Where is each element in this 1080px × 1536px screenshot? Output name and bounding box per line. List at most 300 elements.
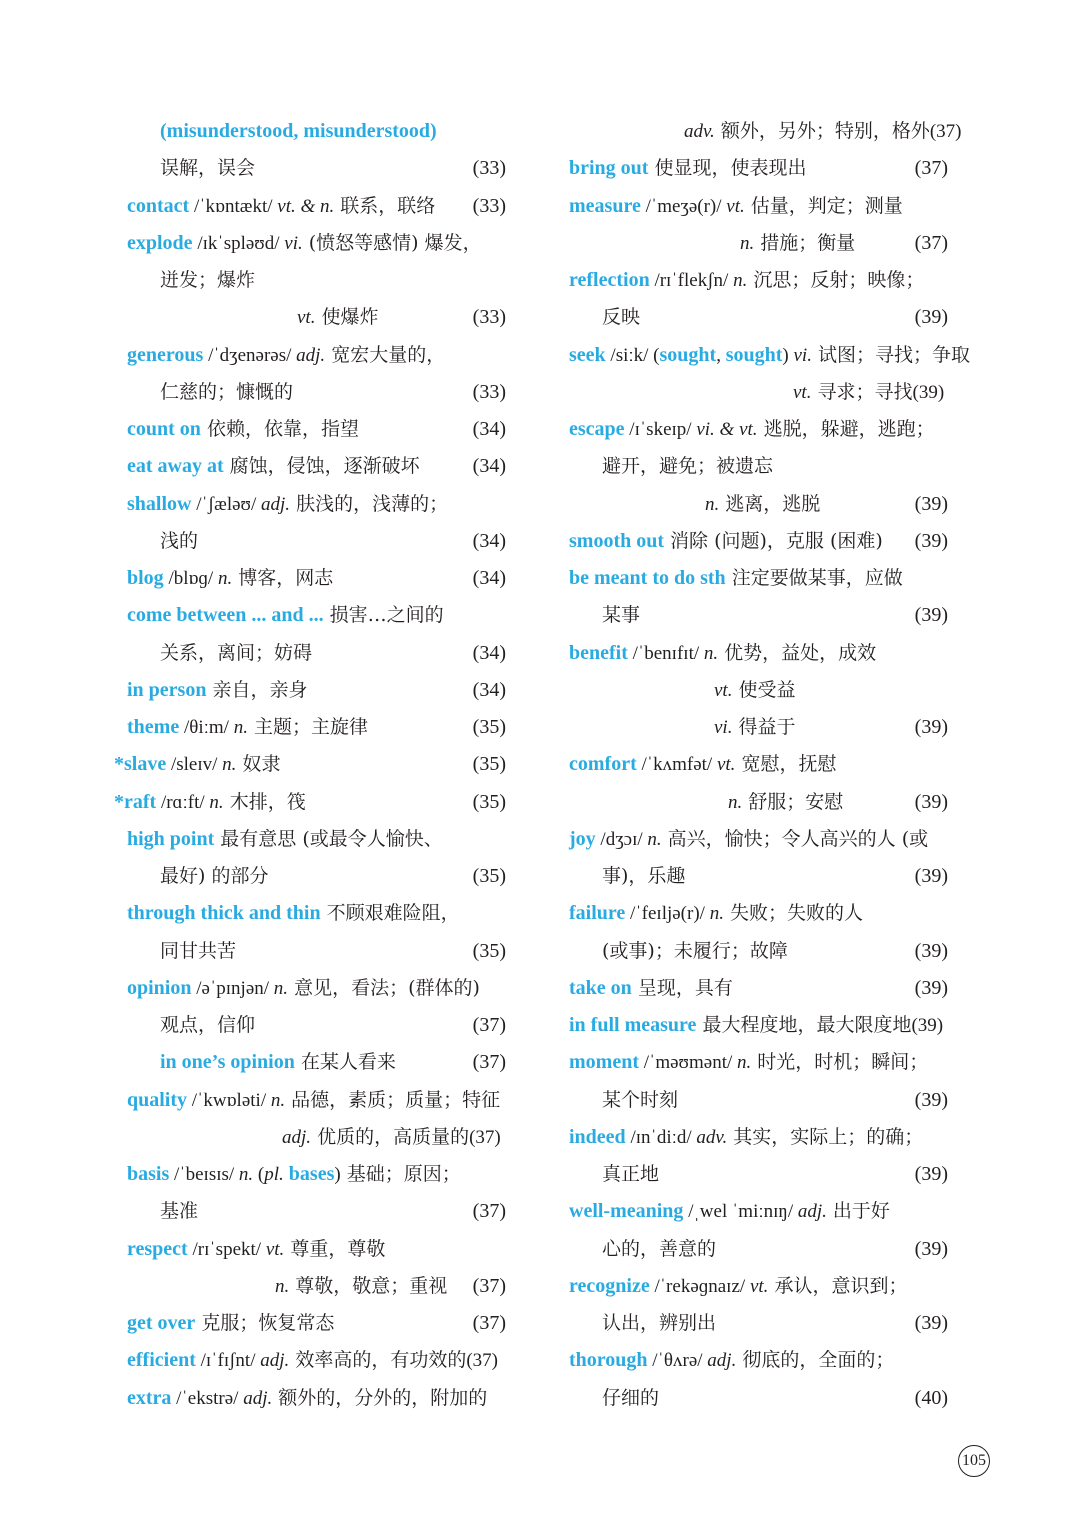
entry-line — [127, 1380, 506, 1417]
definition: 最大程度地，最大限度地 — [696, 1014, 912, 1036]
phonetic: /ˈkʌmfət/ — [636, 754, 717, 776]
page-number: 105 — [958, 1445, 990, 1477]
entry-text — [114, 753, 338, 775]
lesson-page-ref: (39) — [914, 939, 948, 962]
lesson-page-ref: (33) — [472, 157, 506, 180]
definition: 寻求；寻找 — [811, 380, 913, 403]
entry-line — [127, 709, 506, 746]
entry-text — [127, 902, 460, 924]
entry-line — [569, 188, 948, 225]
part-of-speech: vi. & vt. — [696, 419, 758, 440]
headword: indeed — [569, 1125, 626, 1148]
phonetic: /ˈmeʒə(r)/ — [640, 195, 727, 217]
entry-line — [127, 821, 506, 858]
lesson-page-ref: (35) — [472, 753, 506, 776]
entry-line — [160, 113, 506, 150]
entry-text — [114, 791, 364, 813]
headword: benefit — [569, 641, 628, 664]
entry-text — [569, 195, 903, 217]
entry-line — [114, 784, 506, 821]
lesson-page-ref: (39) — [914, 604, 948, 627]
entry-text — [602, 1238, 774, 1260]
lesson-page-ref: (39) — [911, 1015, 944, 1036]
headword: high point — [127, 827, 215, 850]
lesson-page-ref: (34) — [472, 567, 506, 589]
lesson-page-ref: (37) — [472, 1200, 506, 1223]
entry-text — [127, 418, 417, 440]
phonetic: /ˈkɒntækt/ — [189, 195, 278, 217]
phonetic: /ˈdʒenərəs/ — [203, 344, 297, 366]
definition: 额外的，分外的，附加的 — [272, 1386, 488, 1409]
lesson-page-ref: (35) — [472, 865, 506, 887]
definition: 木排，筏 — [223, 790, 306, 813]
entry-line — [602, 858, 948, 895]
headword: take on — [569, 976, 632, 999]
headword: bases — [283, 1163, 335, 1185]
lesson-page-ref: (37) — [914, 157, 948, 180]
definition: 肤浅的，浅薄的； — [290, 492, 449, 515]
part-of-speech: n. — [238, 1164, 254, 1185]
definition: 误解，误会 — [160, 157, 256, 180]
definition: 某个时刻 — [602, 1088, 679, 1111]
part-of-speech: vt. & n. — [277, 195, 335, 217]
part-of-speech: vt. — [749, 1275, 769, 1297]
entry-text — [160, 642, 370, 664]
entry-text — [160, 269, 255, 291]
part-of-speech: adv. — [696, 1126, 728, 1148]
entry-text — [160, 940, 294, 962]
headword: smooth out — [569, 529, 665, 552]
definition: 消除 (问题)，克服 (困难) — [664, 529, 883, 552]
entry-text — [160, 530, 256, 552]
entry-text — [569, 828, 928, 850]
entry-line — [569, 821, 948, 858]
definition: 基准 — [160, 1200, 199, 1223]
definition: 尊重，尊敬 — [284, 1237, 386, 1260]
headword: respect — [127, 1237, 188, 1260]
definition: 呈现，具有 — [631, 976, 733, 999]
entry-text — [569, 269, 924, 291]
entry-text — [275, 1275, 505, 1297]
entry-line — [160, 374, 506, 411]
definition: 使爆炸 — [315, 306, 379, 329]
lesson-page-ref: (39) — [914, 492, 948, 515]
lesson-page-ref: (35) — [472, 790, 506, 813]
entry-line — [127, 486, 506, 523]
definition: 浅的 — [160, 529, 199, 552]
lesson-page-ref: (39) — [914, 865, 948, 887]
definition: 逃脱，躲避，逃跑； — [757, 418, 935, 440]
entry-text — [602, 865, 743, 887]
entry-line — [714, 672, 948, 709]
entry-line — [705, 486, 948, 523]
entry-text — [705, 493, 878, 515]
entry-text — [569, 530, 941, 552]
entry-text — [602, 1312, 774, 1334]
headword: bring out — [569, 157, 649, 180]
entry-text — [127, 1089, 500, 1111]
definition: 最好) 的部分 — [160, 865, 269, 887]
part-of-speech: adj. — [261, 493, 291, 515]
entry-line — [127, 1305, 506, 1342]
part-of-speech: vi. — [714, 717, 733, 738]
part-of-speech: vt. — [716, 754, 736, 776]
lesson-page-ref: (37) — [472, 1312, 506, 1334]
entry-text — [127, 1238, 385, 1260]
entry-text — [160, 120, 437, 142]
entry-line — [602, 933, 948, 970]
entry-line — [127, 225, 506, 262]
entry-text — [160, 1051, 454, 1073]
phonetic: ( — [253, 1164, 265, 1185]
entry-line — [793, 374, 948, 411]
phonetic: /ɪkˈspləʊd/ — [192, 232, 285, 254]
definition: 使显现，使表现出 — [648, 157, 807, 180]
definition: 博客，网志 — [232, 567, 334, 589]
lesson-page-ref: (39) — [914, 529, 948, 552]
headword: well-meaning — [569, 1200, 684, 1223]
entry-text — [127, 977, 480, 999]
headword: get over — [127, 1312, 196, 1334]
entry-text — [127, 195, 493, 217]
definition: 失败；失败的人 — [723, 902, 863, 925]
phonetic: /blɒɡ/ — [163, 568, 218, 589]
part-of-speech: vt. — [793, 381, 812, 403]
definition: 优势，益处，成效 — [718, 641, 877, 664]
entry-line — [569, 1193, 948, 1230]
phonetic: /ˈbeɪsɪs/ — [169, 1164, 239, 1185]
part-of-speech: n. — [233, 717, 248, 738]
definition: 腐蚀，侵蚀，逐渐破坏 — [223, 455, 420, 478]
lesson-page-ref: (37) — [929, 121, 962, 142]
headword: through thick and thin — [127, 902, 321, 925]
headword: eat away at — [127, 455, 224, 478]
headword: *raft — [114, 790, 157, 813]
headword: in full measure — [569, 1014, 697, 1036]
definition: 高兴，愉快；令人高兴的人 (或 — [661, 827, 929, 850]
entry-text — [297, 306, 437, 328]
headword: count on — [127, 418, 201, 440]
entry-text — [602, 1089, 736, 1111]
entry-line — [160, 150, 506, 187]
part-of-speech: n. — [740, 232, 755, 254]
lesson-page-ref: (37) — [914, 231, 948, 254]
phonetic: /ɪˈfɪʃnt/ — [195, 1350, 261, 1372]
lesson-page-ref: (37) — [469, 1126, 501, 1148]
entry-line — [569, 746, 948, 783]
lesson-page-ref: (35) — [472, 716, 506, 738]
entry-line — [127, 1156, 506, 1193]
entry-line — [160, 1007, 506, 1044]
entry-line — [569, 560, 948, 597]
part-of-speech: adj. — [707, 1350, 737, 1372]
part-of-speech: n. — [222, 754, 237, 776]
entry-text — [569, 418, 935, 440]
lesson-page-ref: (34) — [472, 455, 506, 478]
definition: 意见，看法；(群体的) — [288, 976, 480, 999]
definition: 观点，信仰 — [160, 1014, 256, 1036]
lesson-page-ref: (39) — [914, 1088, 948, 1111]
headword: measure — [569, 194, 641, 217]
entry-line — [160, 523, 506, 560]
entry-line — [602, 1231, 948, 1268]
definition: 关系，离间；妨碍 — [160, 641, 313, 664]
headword: thorough — [569, 1349, 648, 1372]
headword: be meant to do sth — [569, 567, 726, 589]
definition: 措施；衡量 — [754, 231, 856, 254]
part-of-speech: n. — [703, 642, 719, 664]
entry-line — [684, 113, 962, 150]
headword: efficient — [127, 1349, 196, 1372]
headword: come between ... and ... — [127, 604, 324, 627]
entry-text — [569, 1275, 907, 1297]
entry-line — [740, 225, 948, 262]
part-of-speech: n. — [273, 977, 289, 999]
lesson-page-ref: (40) — [914, 1386, 948, 1409]
entry-text — [160, 1200, 256, 1222]
entry-text — [569, 157, 865, 179]
entry-line — [602, 448, 948, 485]
entry-line — [127, 1231, 506, 1268]
definition: 主题；主旋律 — [247, 716, 368, 738]
lesson-page-ref: (34) — [472, 529, 506, 552]
entry-text — [127, 344, 445, 366]
headword: generous — [127, 343, 204, 366]
definition: 出于好 — [826, 1200, 890, 1223]
definition: 仔细的 — [602, 1386, 660, 1409]
entry-text — [160, 157, 313, 179]
definition: 最有意思 (或最令人愉快、 — [214, 827, 443, 850]
part-of-speech: n. — [270, 1089, 286, 1111]
headword: extra — [127, 1386, 172, 1409]
definition: (或事)；未履行；故障 — [602, 939, 788, 962]
phonetic: /ˈθʌrə/ — [647, 1350, 708, 1372]
entry-text — [127, 493, 448, 515]
entry-text — [684, 120, 930, 142]
headword: sought — [659, 343, 717, 366]
definition: 损害…之间的 — [323, 604, 444, 627]
definition: 不顾艰难险阻， — [320, 902, 460, 925]
entry-line — [569, 262, 948, 299]
entry-text — [714, 679, 796, 701]
lesson-page-ref: (33) — [472, 194, 506, 217]
definition: 试图；寻找；争取 — [811, 343, 971, 366]
definition: 依赖，依靠，指望 — [200, 418, 359, 440]
phonetic: /ɪnˈdiːd/ — [625, 1126, 697, 1148]
entry-line — [569, 1044, 948, 1081]
definition: 宽慰，抚慰 — [735, 753, 837, 776]
definition: 同甘共苦 — [160, 939, 237, 962]
entry-line — [569, 1342, 948, 1379]
entry-text — [127, 1387, 487, 1409]
definition: 认出，辨别出 — [602, 1312, 717, 1334]
entry-line — [127, 1082, 506, 1119]
lesson-page-ref: (33) — [472, 306, 506, 329]
headword: joy — [569, 827, 596, 850]
entry-line — [127, 188, 506, 225]
definition: 注定要做某事，应做 — [725, 567, 903, 589]
entry-line — [569, 337, 971, 374]
definition: 彻底的，全面的； — [736, 1349, 895, 1372]
phonetic: ) — [334, 1164, 341, 1185]
entry-line — [160, 933, 506, 970]
phonetic: ) — [782, 344, 794, 366]
lesson-page-ref: (34) — [472, 641, 506, 664]
entry-line — [160, 1044, 506, 1081]
lesson-page-ref: (39) — [912, 381, 945, 403]
entry-line — [569, 635, 948, 672]
entry-line — [127, 970, 506, 1007]
part-of-speech: adj. — [260, 1350, 290, 1372]
phonetic: /ˈkwɒləti/ — [187, 1089, 271, 1111]
entry-text — [569, 1014, 911, 1036]
entry-line — [275, 1268, 506, 1305]
entry-text — [569, 1126, 923, 1148]
entry-text — [602, 1163, 717, 1185]
entry-line — [127, 672, 506, 709]
part-of-speech: adj. — [296, 344, 326, 366]
definition: 宽宏大量的， — [325, 343, 446, 366]
lesson-page-ref: (35) — [472, 939, 506, 962]
entry-line — [569, 1007, 948, 1044]
lesson-page-ref: (33) — [472, 380, 506, 403]
lesson-page-ref: (37) — [472, 1274, 506, 1297]
entry-line — [602, 1380, 948, 1417]
part-of-speech: n. — [647, 828, 662, 850]
entry-text — [127, 604, 444, 626]
entry-text — [569, 567, 903, 589]
definition: (愤怒等感情) 爆发， — [302, 231, 482, 254]
definition: 某事 — [602, 604, 641, 627]
entry-text — [127, 455, 478, 477]
entry-text — [127, 679, 366, 701]
part-of-speech: n. — [709, 903, 724, 925]
entry-text — [127, 1163, 461, 1185]
headword: basis — [127, 1163, 170, 1185]
entry-text — [160, 1014, 313, 1036]
definition: 舒服；安慰 — [742, 790, 844, 813]
definition: 克服；恢复常态 — [195, 1312, 335, 1334]
headword: reflection — [569, 269, 650, 291]
definition: 心的，善意的 — [602, 1237, 717, 1260]
headword: escape — [569, 418, 625, 440]
entry-line — [127, 895, 506, 932]
part-of-speech: n. — [733, 270, 748, 291]
entry-text — [569, 977, 791, 999]
entry-text — [602, 940, 846, 962]
entry-line — [297, 299, 506, 336]
part-of-speech: adj. — [282, 1126, 312, 1148]
definition: 亲自，亲身 — [206, 678, 308, 701]
lesson-page-ref: (39) — [914, 790, 948, 813]
part-of-speech: n. — [275, 1275, 290, 1297]
entry-text — [740, 232, 913, 254]
entry-line — [569, 1119, 948, 1156]
entry-line — [127, 448, 506, 485]
part-of-speech: adv. — [684, 121, 715, 142]
headword: sought — [725, 343, 783, 366]
entry-line — [127, 337, 506, 374]
entry-text — [282, 1126, 469, 1148]
entry-text — [602, 604, 698, 626]
entry-text — [569, 1200, 890, 1222]
definition: 在某人看来 — [294, 1051, 396, 1074]
entry-text — [127, 828, 443, 850]
part-of-speech: n. — [737, 1052, 752, 1074]
headword: moment — [569, 1051, 639, 1074]
part-of-speech: pl. — [264, 1164, 284, 1185]
entry-line — [569, 970, 948, 1007]
definition: 迸发；爆炸 — [160, 269, 256, 291]
lesson-page-ref: (39) — [914, 1163, 948, 1185]
definition: 逃离，逃脱 — [719, 492, 821, 515]
entry-line — [160, 1193, 506, 1230]
definition: 避开，避免；被遗忘 — [602, 455, 774, 478]
headword: contact — [127, 194, 190, 217]
entry-line — [127, 560, 506, 597]
entry-text — [569, 902, 863, 924]
phonetic: /ˈfeɪljə(r)/ — [625, 903, 710, 925]
entry-text — [569, 344, 970, 366]
entry-text — [569, 642, 876, 664]
headword: opinion — [127, 976, 192, 999]
entry-line — [714, 709, 948, 746]
entry-text — [127, 232, 482, 254]
phonetic: , — [716, 344, 726, 366]
phonetic: /rɪˈflekʃn/ — [649, 270, 734, 291]
entry-line — [282, 1119, 506, 1156]
entry-text — [602, 1387, 717, 1409]
phonetic: /rɑːft/ — [156, 791, 210, 813]
part-of-speech: adj. — [797, 1201, 827, 1223]
definition: 估量，判定；测量 — [744, 194, 903, 217]
entry-text — [714, 716, 854, 738]
entry-line — [127, 1342, 506, 1379]
phonetic: /ˈrekəɡnaɪz/ — [649, 1275, 750, 1297]
entry-line — [127, 597, 506, 634]
entry-line — [602, 1082, 948, 1119]
headword: blog — [127, 567, 164, 589]
entry-line — [114, 746, 506, 783]
headword: recognize — [569, 1274, 650, 1297]
headword: explode — [127, 231, 193, 254]
lesson-page-ref: (34) — [472, 418, 506, 440]
definition: 基础；原因； — [340, 1163, 461, 1185]
definition: 时光，时机；瞬间； — [751, 1051, 929, 1074]
entry-line — [569, 523, 948, 560]
entry-text — [127, 716, 426, 738]
entry-line — [602, 597, 948, 634]
entry-text — [127, 567, 391, 589]
headword: in one’s opinion — [160, 1051, 295, 1074]
entry-line — [602, 299, 948, 336]
part-of-speech: vi. — [793, 344, 812, 366]
part-of-speech: vi. — [284, 232, 303, 254]
entry-line — [569, 895, 948, 932]
phonetic: /dʒɔɪ/ — [595, 828, 648, 850]
entry-text — [728, 791, 901, 813]
definition: 反映 — [602, 306, 641, 329]
entry-line — [602, 1156, 948, 1193]
entry-line — [160, 858, 506, 895]
part-of-speech: n. — [217, 568, 233, 589]
phonetic: /θiːm/ — [179, 717, 234, 738]
headword: in person — [127, 678, 207, 701]
headword: shallow — [127, 492, 192, 515]
entry-line — [160, 262, 506, 299]
entry-line — [569, 411, 948, 448]
headword: (misunderstood, misunderstood) — [160, 120, 437, 142]
